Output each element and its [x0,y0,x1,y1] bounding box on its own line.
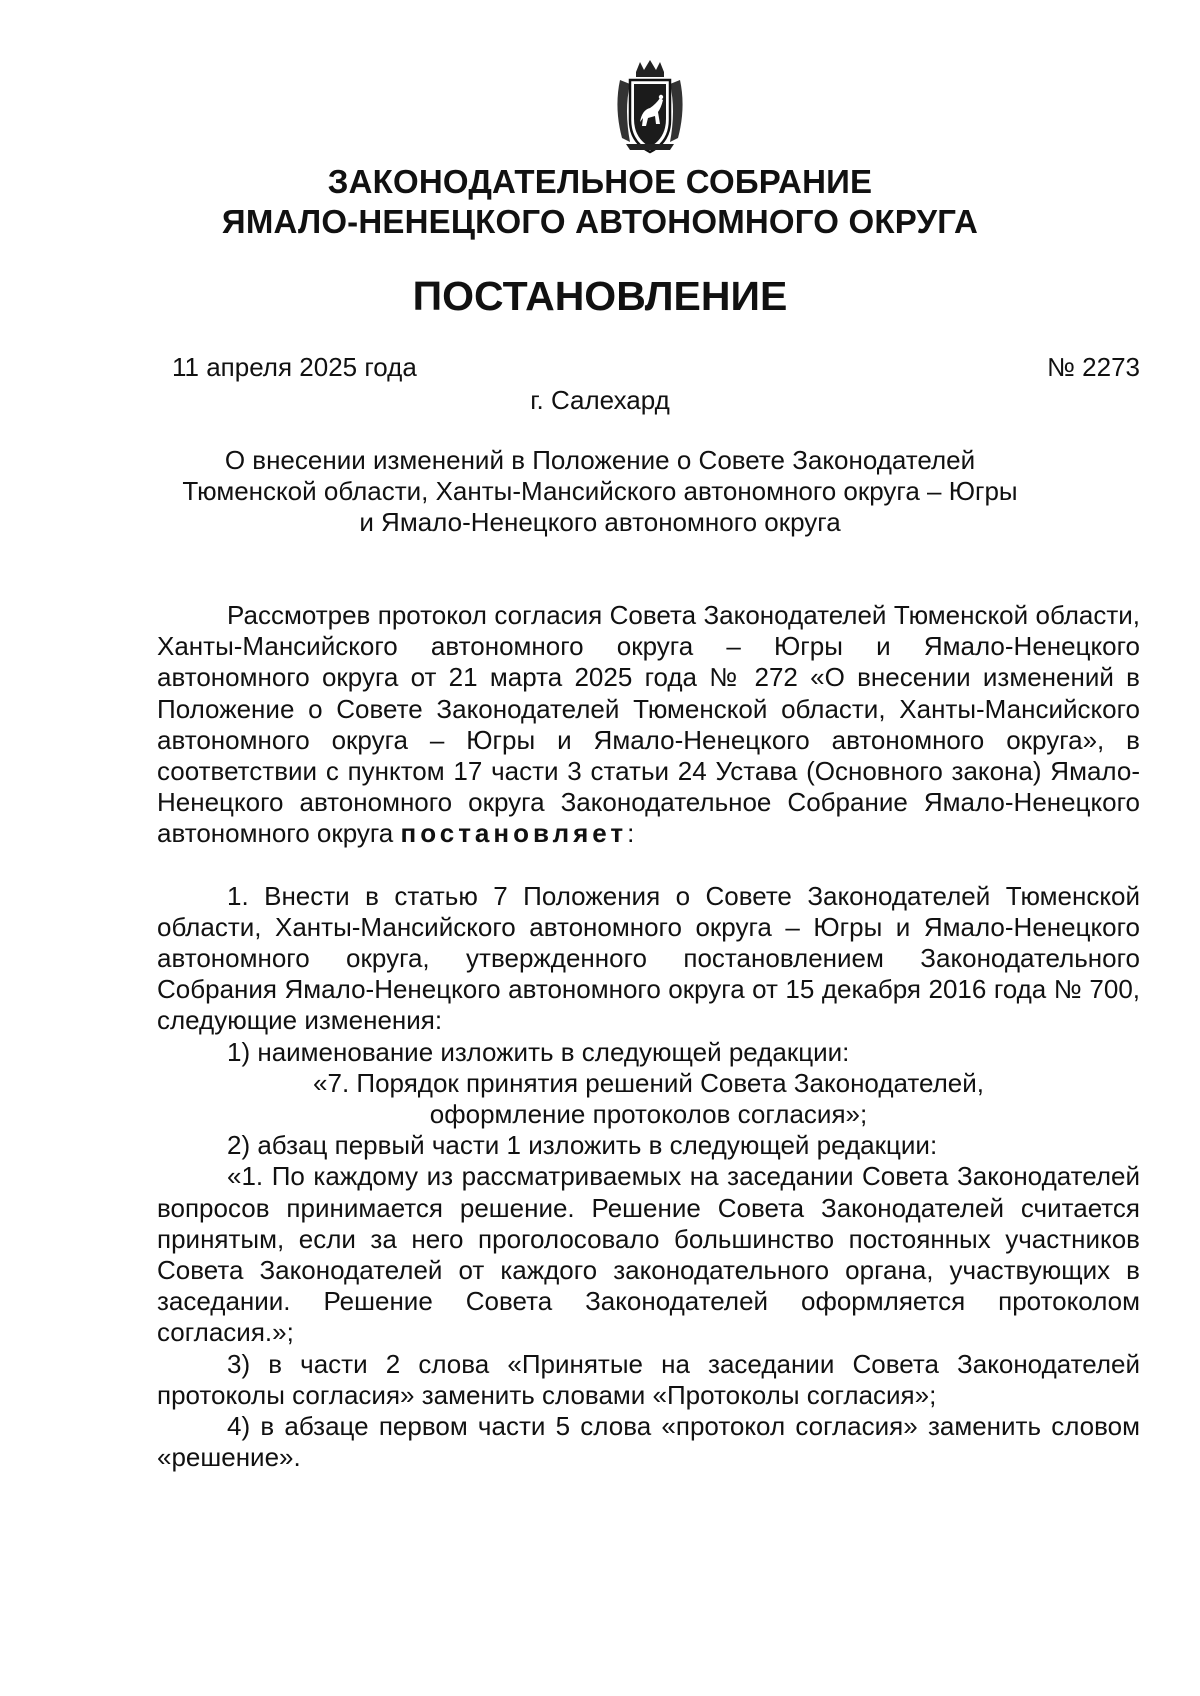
resolves-word: постановляет [400,818,628,849]
paragraph-gap [157,850,1140,881]
document-date: 11 апреля 2025 года [172,352,417,382]
subject-line: Тюменской области, Ханты-Мансийского автономного округа – Югры [182,476,1018,506]
document-city: г. Салехард [530,385,670,415]
subject-line: О внесении изменений в Положение о Совете Законодателей [224,445,976,475]
preamble-text: Рассмотрев протокол согласия Совета Законодателей Тюменской области, Ханты-Мансийского автономного округа – Югры и Ямало-Ненецкого автономного округа от 21 марта 2025 года № 272 «О внесении изменений в Положение о Совете Законодателей Тюменской области, Ханты-Мансийского автономного округа – Югры и Ямало-Ненецкого автономного округа», в соответствии с пунктом 17 части 3 статьи 24 Устава (Основного закона) Ямало-Ненецкого автономного округа Законодательное Собрание Ямало-Ненецкого автономного округа [157,600,1140,849]
organization-name-line1: ЗАКОНОДАТЕЛЬНОЕ СОБРАНИЕ [327,163,873,200]
document-subject [150,445,1050,538]
item-1-paragraph: 1. Внести в статью 7 Положения о Совете Законодателей Тюменской области, Ханты-Мансийского автономного округа – Югры и Ямало-Ненецкого автономного округа, утвержденного постановлением Законодательного Собрания Ямало-Ненецкого автономного округа от 15 декабря 2016 года № 700, следующие изменения: [157,880,1140,1036]
preamble-paragraph [157,600,1140,850]
subitem-1-paragraph: 1) наименование изложить в следующей редакции: [227,1036,850,1067]
document-number: № 2273 [1047,352,1140,382]
subitem-2-paragraph: 2) абзац первый части 1 изложить в следующей редакции: [227,1130,938,1161]
organization-name-line2: ЯМАЛО-НЕНЕЦКОГО АВТОНОМНОГО ОКРУГА [221,203,979,240]
resolves-colon: : [627,818,635,849]
document-body [157,600,1140,1473]
subject-line: и Ямало-Ненецкого автономного округа [359,507,841,537]
subitem-1-quote-line1: «7. Порядок принятия решений Совета Законодателей, [313,1067,984,1098]
document-type-title: ПОСТАНОВЛЕНИЕ [412,273,788,319]
subitem-3-paragraph: 3) в части 2 слова «Принятые на заседании Совета Законодателей протоколы согласия» заменить словами «Протоколы согласия»; [157,1348,1140,1410]
subitem-4-paragraph: 4) в абзаце первом части 5 слова «протокол согласия» заменить словом «решение». [157,1411,1140,1473]
coat-of-arms-icon [606,58,694,158]
subitem-1-quote-line2: оформление протоколов согласия»; [429,1099,868,1130]
subitem-2-quote: «1. По каждому из рассматриваемых на заседании Совета Законодателей вопросов принимается решение. Решение Совета Законодателей считается принятым, если за него проголосовало большинство постоянных участников Совета Законодателей от каждого законодательного органа, участвующих в заседании. Решение Совета Законодателей оформляется протоколом согласия.»; [157,1161,1140,1348]
